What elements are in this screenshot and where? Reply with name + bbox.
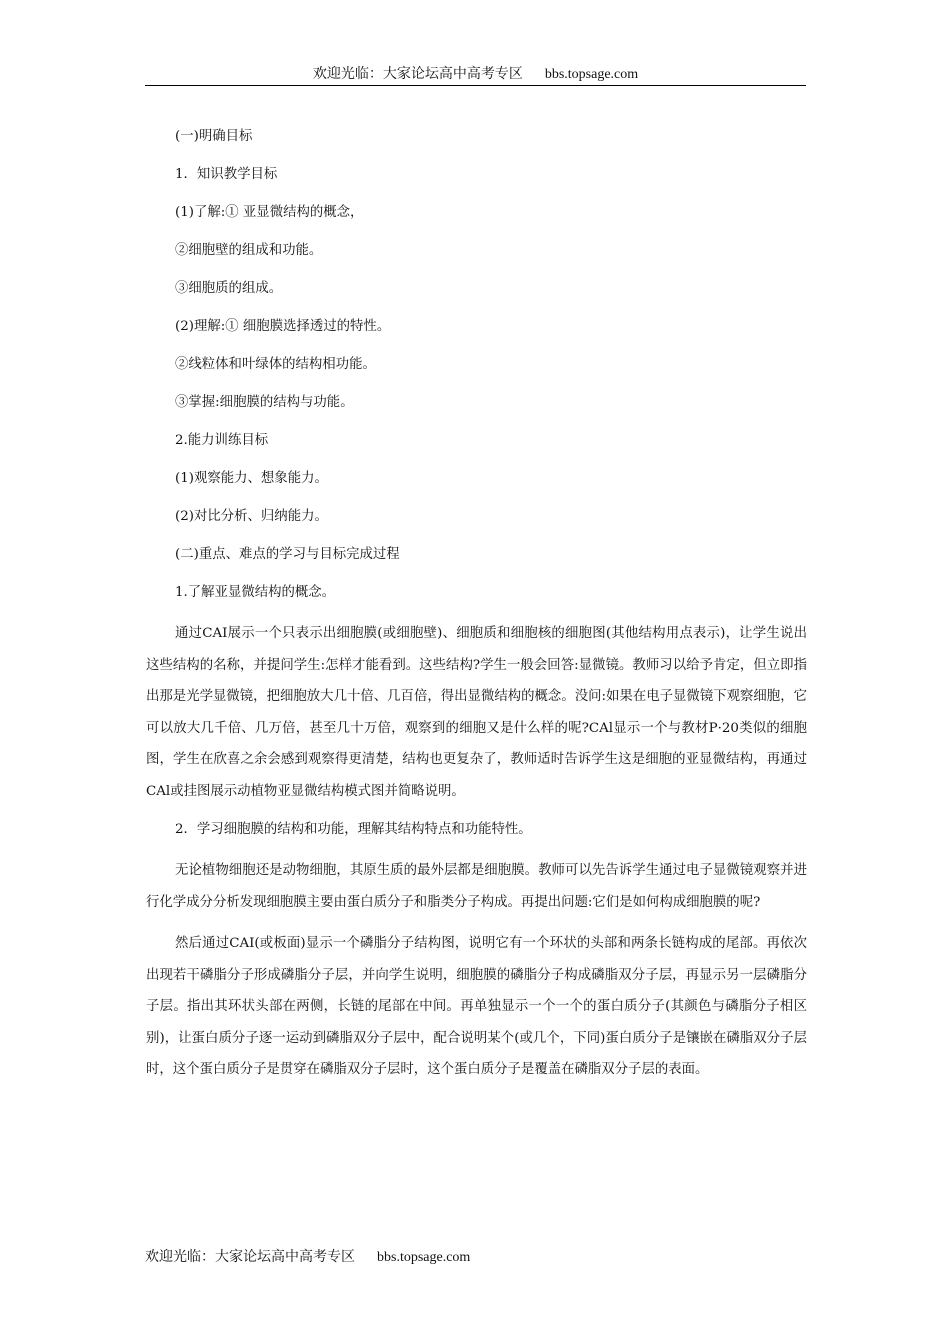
document-body: [146, 124, 807, 1099]
list-item: (2)对比分析、归纳能力。: [175, 509, 328, 524]
list-item: (1)观察能力、想象能力。: [175, 471, 328, 486]
subheading: 2．学习细胞膜的结构和功能，理解其结构特点和功能特性。: [175, 822, 532, 837]
section-heading: (一)明确目标: [175, 129, 253, 144]
header-divider: [145, 85, 806, 86]
list-item: ②细胞壁的组成和功能。: [175, 243, 323, 258]
page-footer: [145, 1247, 470, 1268]
page-header: [145, 64, 806, 85]
header-site-link[interactable]: bbs.topsage.com: [544, 67, 639, 82]
section-heading: (二)重点、难点的学习与目标完成过程: [175, 547, 400, 562]
list-item: (2)理解:① 细胞膜选择透过的特性。: [175, 319, 391, 334]
header-text: 欢迎光临：大家论坛高中高考专区: [312, 66, 523, 82]
list-item: ③掌握:细胞膜的结构与功能。: [175, 395, 354, 410]
subheading: 1．知识教学目标: [175, 167, 278, 182]
body-paragraph: 通过CAI展示一个只表示出细胞膜(或细胞壁)、细胞质和细胞核的细胞图(其他结构用点表示)，让学生说出这些结构的名称，并提问学生:怎样才能看到。这些结构?学生一般会回答:显微镜。教师习以给予肯定，但立即指出那是光学显微镜，把细胞放大几十倍、几百倍，得出显微结构的概念。没问:如果在电子显微镜下观察细胞，它可以放大几千倍、几万倍，甚至几十万倍，观察到的细胞又是什么样的呢?CAl显示一个与教材P·20类似的细胞图，学生在欣喜之余会感到观察得更清楚，结构也更复杂了，教师适时告诉学生这是细胞的亚显微结构，再通过CAl或挂图展示动植物亚显微结构模式图并简略说明。: [146, 626, 807, 799]
subheading: 1.了解亚显微结构的概念。: [175, 585, 336, 600]
list-item: ③细胞质的组成。: [175, 281, 283, 296]
footer-text: 欢迎光临：大家论坛高中高考专区: [145, 1249, 355, 1265]
body-paragraph: 然后通过CAI(或板面)显示一个磷脂分子结构图，说明它有一个环状的头部和两条长链构成的尾部。再依次出现若干磷脂分子形成磷脂分子层，并向学生说明，细胞膜的磷脂分子构成磷脂双分子层，再显示另一层磷脂分子层。指出其环状头部在两侧，长链的尾部在中间。再单独显示一个一个的蛋白质分子(其颜色与磷脂分子相区别)，让蛋白质分子逐一运动到磷脂双分子层中，配合说明某个(或几个，下同)蛋白质分子是镶嵌在磷脂双分子层时，这个蛋白质分子是贯穿在磷脂双分子层时，这个蛋白质分子是覆盖在磷脂双分子层的表面。: [146, 936, 807, 1077]
list-item: (1)了解:① 亚显微结构的概念，: [175, 205, 364, 220]
body-paragraph: 无论植物细胞还是动物细胞，其原生质的最外层都是细胞膜。教师可以先告诉学生通过电子显微镜观察并进行化学成分分析发现细胞膜主要由蛋白质分子和脂类分子构成。再提出问题:它们是如何构成细胞膜的呢?: [146, 863, 807, 910]
footer-site-link[interactable]: bbs.topsage.com: [377, 1250, 471, 1265]
subheading: 2.能力训练目标: [175, 433, 269, 448]
list-item: ②线粒体和叶绿体的结构相功能。: [175, 357, 376, 372]
